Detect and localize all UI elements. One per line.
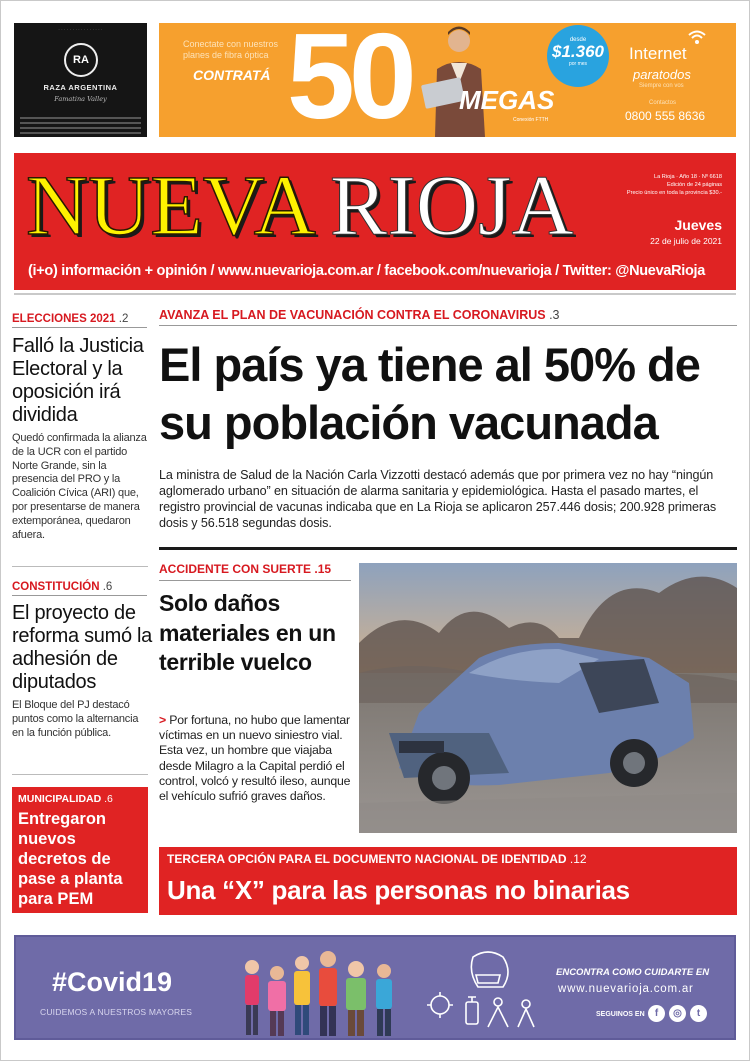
ad-price-period: por mes [568, 61, 588, 67]
ad-text-lines [20, 117, 141, 137]
ad-price-from: desde [569, 37, 587, 43]
accident-body-wrap [159, 713, 355, 804]
story3-kicker-text: MUNICIPALIDAD [18, 793, 102, 805]
left-separator [12, 566, 148, 567]
story2-kicker-text: CONSTITUCIÓN [12, 581, 100, 593]
id-story-headline: Una “X” para las personas no binarias [167, 875, 630, 905]
raza-argentina-ad[interactable] [14, 23, 147, 137]
story1-headline[interactable]: Falló la Justicia Electoral y la oposición irá dividida [12, 335, 144, 426]
ad-fine-print: · · · · · · · · · · · · · · · · [58, 27, 103, 32]
ad-connect-text: Conectate con nuestros planes de fibra óptica [183, 39, 279, 60]
accident-page: .15 [314, 562, 332, 576]
wifi-icon [687, 29, 707, 45]
story1-page: .2 [118, 313, 129, 325]
edition-line: La Rioja · Año 18 · Nº 6618 [654, 174, 722, 180]
story3-page: .6 [104, 793, 113, 805]
banner-subline: CUIDEMOS A NUESTROS MAYORES [40, 1007, 193, 1017]
accident-headline[interactable]: Solo daños materiales en un terrible vuelco [159, 590, 336, 675]
ad-connection-type: Conexión FTTH [513, 117, 549, 123]
masthead-rule [14, 293, 736, 295]
main-story-page: .3 [549, 308, 560, 322]
ad-contact-label: Contactos [649, 100, 677, 106]
ad-brand-line2: paratodos [633, 67, 691, 82]
edition-info [612, 173, 722, 197]
id-story-page: .12 [569, 852, 587, 866]
ad-person-with-laptop-illustration [421, 23, 491, 137]
logo-word-nueva: NUEVA [26, 157, 316, 253]
overturned-pickup-truck-photo[interactable] [359, 563, 737, 833]
arrow-bullet-icon: > [159, 713, 166, 727]
story1-kicker-text: ELECCIONES 2021 [12, 313, 116, 325]
issue-day: Jueves [674, 217, 722, 233]
instagram-icon[interactable]: ◎ [669, 1005, 686, 1022]
issue-date: 22 de julio de 2021 [650, 236, 722, 246]
story2-kicker [12, 577, 147, 596]
accident-kicker-text: ACCIDENTE CON SUERTE [159, 562, 312, 576]
id-kicker-text: TERCERA OPCIÓN PARA EL DOCUMENTO NACIONAL DE IDENTIDAD [167, 852, 567, 866]
masthead-tagline-links[interactable]: (i+o) información + opinión / www.nuevarioja.com.ar / facebook.com/nuevarioja / Twitter: @NuevaRioja [28, 263, 706, 279]
newspaper-logo[interactable] [26, 157, 574, 253]
banner-follow-label: SEGUINOS EN [596, 1011, 645, 1018]
main-story-kicker [159, 306, 737, 326]
edition-line: Edición de 24 páginas [666, 182, 722, 188]
ra-monogram-logo: RA [64, 43, 98, 77]
ad-speed-unit: MEGAS [459, 85, 555, 115]
logo-word-rioja: RIOJA [329, 157, 574, 253]
people-with-masks-illustration [232, 945, 422, 1040]
accident-body: Por fortuna, no hubo que lamentar víctimas en un nuevo siniestro vial. Esta vez, un hombre que viajaba desde Milagro a la Capital perdió el control, volcó y resultó ileso, aunque el vehículo sufrió graves daños. [159, 713, 351, 804]
section-divider [159, 547, 737, 550]
ad-phone-number[interactable]: 0800 555 8636 [625, 109, 706, 123]
story1-body: Quedó confirmada la alianza de la UCR con el partido Norte Grande, sin la presencia del PRO y la Coalición Cívica (ARI) que, por presentarse de manera extemporánea, quedaron afuera. [12, 432, 147, 541]
internet-paratodos-ad[interactable] [159, 23, 736, 137]
left-separator [12, 774, 148, 775]
covid-prevention-icons [418, 947, 548, 1037]
ad-brand-name: RAZA ARGENTINA [43, 83, 118, 92]
ad-contrata: CONTRATÁ [193, 67, 271, 83]
story1-kicker [12, 309, 147, 328]
main-headline[interactable]: El país ya tiene al 50% de su población vacunada [159, 338, 700, 449]
ad-brand-tagline: Siempre con vos [639, 83, 684, 89]
ad-speed-number: 50 [287, 23, 411, 137]
masthead [14, 153, 736, 290]
id-story-box[interactable] [159, 847, 737, 915]
story2-body: El Bloque del PJ destacó puntos como la alternancia en la función pública. [12, 699, 139, 739]
banner-cta: ENCONTRA COMO CUIDARTE EN [556, 967, 710, 978]
ad-price-amount: $1.360 [552, 42, 604, 61]
banner-website-link[interactable]: www.nuevarioja.com.ar [558, 983, 694, 995]
ad-brand-line1: Internet [629, 44, 687, 63]
main-story-body: La ministra de Salud de la Nación Carla Vizzotti destacó además que por primera vez no hay “ningún aglomerado urbano” en situación de alarma sanitaria y epidemiológica. Hasta el pasado martes, el registro provincial de vacunas indicaba que en La Rioja se aplicaron 257.446 dosis; 200.928 primeras dosis y 56.518 segundas dosis. [159, 468, 717, 530]
ad-price-badge [547, 25, 609, 87]
story3-box[interactable] [12, 787, 148, 913]
twitter-icon[interactable]: t [690, 1005, 707, 1022]
accident-story-kicker [159, 560, 351, 581]
banner-hashtag: #Covid19 [52, 967, 173, 997]
edition-line: Precio único en toda la provincia $30.- [626, 190, 722, 196]
main-kicker-text: AVANZA EL PLAN DE VACUNACIÓN CONTRA EL CORONAVIRUS [159, 308, 546, 322]
facebook-icon[interactable]: f [648, 1005, 665, 1022]
covid-awareness-banner[interactable] [14, 935, 736, 1040]
story3-headline: Entregaron nuevos decretos de pase a planta para PEM [18, 810, 123, 908]
ad-brand-subtitle: Famatina Valley [54, 95, 107, 103]
story2-page: .6 [102, 581, 113, 593]
story2-headline[interactable]: El proyecto de reforma sumó la adhesión de diputados [12, 602, 152, 693]
